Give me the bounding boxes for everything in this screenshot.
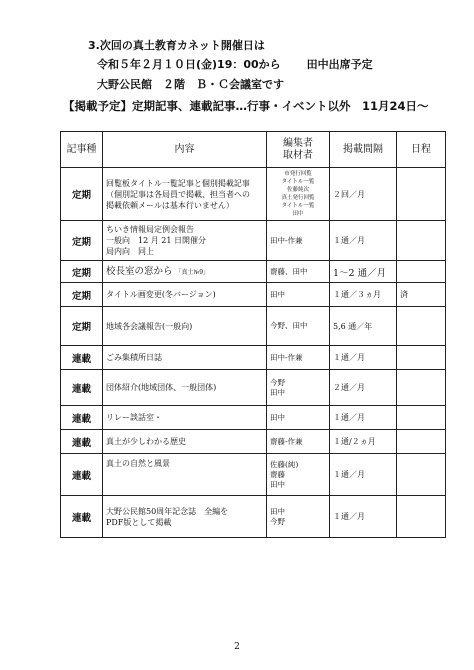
- header-editor-line2: 取材者: [283, 149, 313, 161]
- article-type: 連載: [61, 454, 103, 496]
- table-row: [61, 406, 446, 430]
- attendance-note: 田中出席予定: [306, 58, 373, 71]
- article-content: [103, 168, 267, 221]
- editor-line: タイトル一覧: [281, 203, 315, 209]
- article-content: タイトル画変更(冬バージョン): [103, 283, 267, 307]
- table-row: [61, 168, 446, 221]
- article-editor: [267, 370, 330, 406]
- meeting-heading: 3.次回の真土教育カネット開催日は: [88, 39, 265, 52]
- editor-line: 田中: [270, 479, 285, 489]
- content-line: 一般向 12 月 21 日開催分: [106, 236, 206, 245]
- article-content: 真土が少しわかる歴史: [103, 430, 267, 454]
- article-content: 団体紹介(地域団体、一般団体): [103, 370, 267, 406]
- content-line: 局内向 同上: [106, 247, 154, 256]
- article-schedule: 済: [397, 283, 446, 307]
- header-schedule: 日程: [397, 132, 446, 168]
- content-line: （個別記事は各局員で掲載、担当者への: [106, 189, 250, 199]
- article-content: ごみ集積所日誌: [103, 346, 267, 370]
- article-editor: 齋藤、田中: [267, 261, 330, 283]
- article-frequency: １通／月: [330, 406, 397, 430]
- article-schedule: [397, 168, 446, 221]
- editor-line: 今野: [270, 516, 285, 526]
- table-row: [61, 346, 446, 370]
- article-editor: 田中-作兼: [267, 221, 330, 261]
- table-row: [61, 454, 446, 496]
- editor-line: 佐藤(純): [270, 459, 299, 469]
- article-schedule: [397, 346, 446, 370]
- table-row: [61, 283, 446, 307]
- article-editor: 田中-作兼: [267, 346, 330, 370]
- article-frequency: １通／月: [330, 346, 397, 370]
- article-editor: 田中: [267, 406, 330, 430]
- table-row: [61, 307, 446, 346]
- content-line: ちいき情報局定例会報告: [106, 225, 194, 234]
- article-type: 定期: [61, 283, 103, 307]
- content-line: 回覧板タイトル一覧記事と個別掲載記事: [106, 178, 250, 188]
- content-line: 大野公民館50周年記念誌 全編を: [106, 506, 229, 516]
- editor-line: 齋藤: [270, 469, 285, 479]
- header-frequency: 掲載間隔: [330, 132, 397, 168]
- editor-line: 今野: [270, 377, 285, 387]
- article-frequency: １通／月: [330, 221, 397, 261]
- article-frequency: 5,6 通／年: [330, 307, 397, 346]
- article-frequency: ２通／月: [330, 370, 397, 406]
- article-type: 定期: [61, 221, 103, 261]
- meeting-date: 令和５年２月１０日(金)19：00から: [97, 58, 281, 71]
- header-type: 記事種: [61, 132, 103, 168]
- article-content: 真土の自然と風景: [103, 454, 267, 496]
- header-editor: [267, 132, 330, 168]
- article-type: 連載: [61, 496, 103, 538]
- content-line: 掲載依頼メールは基本行いません）: [106, 200, 234, 210]
- header-editor-line1: 編集者: [283, 137, 313, 149]
- article-schedule: [397, 496, 446, 538]
- article-content: [103, 221, 267, 261]
- article-schedule: [397, 307, 446, 346]
- table-row: [61, 430, 446, 454]
- article-content: [103, 261, 267, 283]
- article-content: リレー談話室・: [103, 406, 267, 430]
- table-row: [61, 221, 446, 261]
- article-type: 定期: [61, 307, 103, 346]
- meeting-date-line: [97, 56, 373, 72]
- editor-line: 真土発行回覧: [281, 195, 315, 201]
- editor-line: 田中: [270, 387, 285, 397]
- table-row: [61, 370, 446, 406]
- editor-line: 市発行回覧: [284, 171, 312, 177]
- table-row: [61, 496, 446, 538]
- article-frequency: １通／３ヵ月: [330, 283, 397, 307]
- article-content: [103, 496, 267, 538]
- schedule-heading: 【掲載予定】定期記事、連載記事…行事・イベント以外 11月24日～: [63, 99, 429, 113]
- article-schedule-table: [60, 131, 446, 538]
- page-number: 2: [234, 642, 240, 652]
- article-editor: [267, 454, 330, 496]
- article-type: 連載: [61, 370, 103, 406]
- article-schedule: [397, 221, 446, 261]
- article-schedule: [397, 261, 446, 283]
- article-frequency: １通/２ヵ月: [330, 430, 397, 454]
- article-schedule: [397, 430, 446, 454]
- table-row: [61, 261, 446, 283]
- article-schedule: [397, 454, 446, 496]
- article-editor: [267, 496, 330, 538]
- article-type: 連載: [61, 406, 103, 430]
- article-editor: 齋藤-作兼: [267, 430, 330, 454]
- article-frequency: 1～2 通／月: [330, 261, 397, 283]
- article-schedule: [397, 406, 446, 430]
- editor-line: 田中: [270, 506, 285, 516]
- header-content: 内容: [103, 132, 267, 168]
- editor-line: 田中: [292, 211, 304, 217]
- article-editor: 今野、田中: [267, 307, 330, 346]
- article-frequency: ２回／月: [330, 168, 397, 221]
- content-main: 校長室の窓から: [106, 265, 173, 277]
- meeting-venue: 大野公民館 ２階 Ｂ・Ｃ会議室です: [97, 78, 284, 91]
- editor-line: 佐藤純次: [286, 187, 309, 193]
- content-note: 「真土№9」: [175, 268, 210, 276]
- editor-line: タイトル一覧: [281, 179, 315, 185]
- article-type: 定期: [61, 168, 103, 221]
- article-frequency: １通／月: [330, 496, 397, 538]
- article-content: 地域各会議報告(一般向): [103, 307, 267, 346]
- article-schedule: [397, 370, 446, 406]
- article-type: 連載: [61, 346, 103, 370]
- article-editor: 田中: [267, 283, 330, 307]
- content-line: PDF版として掲載: [106, 517, 172, 527]
- table-header-row: [61, 132, 446, 168]
- article-type: 連載: [61, 430, 103, 454]
- article-type: 定期: [61, 261, 103, 283]
- article-frequency: １通／月: [330, 454, 397, 496]
- article-editor: [267, 168, 330, 221]
